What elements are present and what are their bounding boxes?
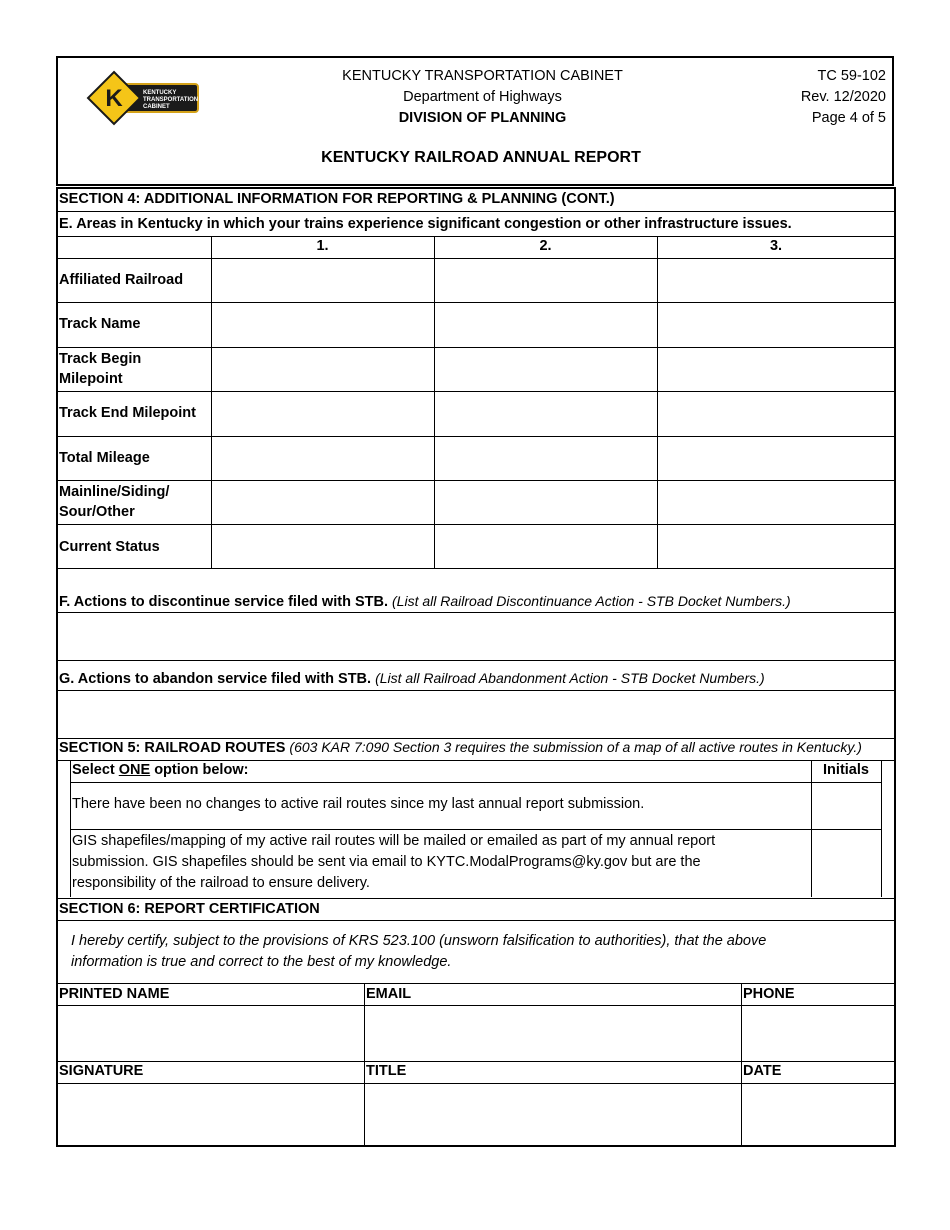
mainline-siding-col3[interactable] xyxy=(658,481,894,523)
signature-label: SIGNATURE xyxy=(59,1063,144,1079)
row-label-mainline-siding: Mainline/Siding/ Sour/Other xyxy=(59,484,170,520)
title-label: TITLE xyxy=(366,1063,407,1079)
route-option-2-text xyxy=(72,831,715,894)
email-field[interactable] xyxy=(365,1006,740,1060)
select-one-emphasis: ONE xyxy=(118,762,151,778)
page-number: Page 4 of 5 xyxy=(811,110,886,126)
divider xyxy=(57,1061,895,1062)
part-f-note: (List all Railroad Discontinuance Action - STB Docket Numbers.) xyxy=(392,593,791,609)
svg-text:K: K xyxy=(105,85,123,112)
phone-label: PHONE xyxy=(743,986,795,1002)
track-end-milepoint-col2[interactable] xyxy=(435,392,656,435)
route-option-2-initials[interactable] xyxy=(812,830,880,896)
section4-heading: SECTION 4: ADDITIONAL INFORMATION FOR REPORTING & PLANNING (CONT.) xyxy=(59,191,615,207)
divider xyxy=(57,568,895,569)
affiliated-railroad-col1[interactable] xyxy=(212,259,433,301)
date-label: DATE xyxy=(743,1063,782,1079)
kytc-logo xyxy=(86,70,200,126)
route-option-2-line-2: submission. GIS shapefiles should be sent via email to KYTC.ModalPrograms@ky.gov but are the xyxy=(72,854,701,870)
select-prefix: Select xyxy=(72,762,119,778)
printed-name-label: PRINTED NAME xyxy=(59,986,170,1002)
track-name-col3[interactable] xyxy=(658,303,894,346)
track-name-col1[interactable] xyxy=(212,303,433,346)
total-mileage-col1[interactable] xyxy=(212,437,433,479)
total-mileage-col2[interactable] xyxy=(435,437,656,479)
current-status-col2[interactable] xyxy=(435,525,656,567)
part-f-heading: F. Actions to discontinue service filed with STB. xyxy=(59,594,388,610)
section6-heading: SECTION 6: REPORT CERTIFICATION xyxy=(59,901,320,917)
row-label-track-end-milepoint: Track End Milepoint xyxy=(59,405,196,421)
kytc-logo-mark xyxy=(86,70,200,126)
part-e-heading: E. Areas in Kentucky in which your trains experience significant congestion or other infrastructure issues. xyxy=(59,216,792,232)
select-suffix: option below: xyxy=(150,762,249,778)
section5-heading-row xyxy=(59,739,862,756)
initials-header: Initials xyxy=(823,762,869,778)
affiliated-railroad-col3[interactable] xyxy=(658,259,894,301)
row-label-current-status: Current Status xyxy=(59,539,160,555)
row-label-track-name: Track Name xyxy=(59,316,141,332)
certification-statement xyxy=(71,931,766,973)
divider xyxy=(57,983,895,984)
select-one-label xyxy=(72,762,248,778)
route-option-2-line-1: GIS shapefiles/mapping of my active rail routes will be mailed or emailed as part of my annual report xyxy=(72,833,716,849)
grid-line xyxy=(881,760,882,897)
current-status-col3[interactable] xyxy=(658,525,894,567)
header-form-info xyxy=(801,66,886,129)
track-end-milepoint-col1[interactable] xyxy=(212,392,433,435)
part-g-note: (List all Railroad Abandonment Action - STB Docket Numbers.) xyxy=(375,670,765,686)
svg-text:CABINET: CABINET xyxy=(143,104,170,110)
part-f-input[interactable] xyxy=(58,613,894,659)
department-name: Department of Highways xyxy=(403,89,562,105)
agency-name: KENTUCKY TRANSPORTATION CABINET xyxy=(342,68,623,84)
form-revision: Rev. 12/2020 xyxy=(800,89,886,105)
row-label-affiliated-railroad: Affiliated Railroad xyxy=(59,272,184,288)
divider xyxy=(57,920,895,921)
part-g-heading-row xyxy=(59,670,765,687)
phone-field[interactable] xyxy=(742,1006,894,1060)
date-field[interactable] xyxy=(742,1084,894,1144)
section5-note: (603 KAR 7:090 Section 3 requires the submission of a map of all active routes in Kentucky.) xyxy=(289,739,862,755)
mainline-siding-col1[interactable] xyxy=(212,481,433,523)
header-agency-block xyxy=(250,66,715,129)
section5-heading: SECTION 5: RAILROAD ROUTES xyxy=(59,740,286,756)
divider xyxy=(57,660,895,661)
divider xyxy=(57,898,895,899)
part-g-input[interactable] xyxy=(58,691,894,736)
divider xyxy=(57,236,895,237)
signature-field[interactable] xyxy=(58,1084,363,1144)
affiliated-railroad-col2[interactable] xyxy=(435,259,656,301)
track-begin-milepoint-col3[interactable] xyxy=(658,348,894,390)
mainline-siding-col2[interactable] xyxy=(435,481,656,523)
row-label-track-begin-milepoint: Track Begin Milepoint xyxy=(59,351,142,387)
track-name-col2[interactable] xyxy=(435,303,656,346)
track-begin-milepoint-col2[interactable] xyxy=(435,348,656,390)
current-status-col1[interactable] xyxy=(212,525,433,567)
divider xyxy=(57,760,895,761)
email-label: EMAIL xyxy=(366,986,412,1002)
route-option-1-text: There have been no changes to active rail routes since my last annual report submission. xyxy=(72,796,645,812)
route-option-2-line-3: responsibility of the railroad to ensure delivery. xyxy=(72,875,370,891)
column-header-3: 3. xyxy=(769,238,783,254)
route-option-1-initials[interactable] xyxy=(812,783,880,828)
title-field[interactable] xyxy=(365,1084,740,1144)
division-name: DIVISION OF PLANNING xyxy=(398,110,567,126)
svg-text:TRANSPORTATION: TRANSPORTATION xyxy=(143,97,199,103)
form-number: TC 59-102 xyxy=(817,68,886,84)
part-g-heading: G. Actions to abandon service filed with STB. xyxy=(59,671,372,687)
total-mileage-col3[interactable] xyxy=(658,437,894,479)
certification-line-1: I hereby certify, subject to the provisions of KRS 523.100 (unsworn falsification to authorities), that the above xyxy=(71,933,767,949)
column-header-2: 2. xyxy=(539,238,552,254)
svg-text:KENTUCKY: KENTUCKY xyxy=(143,90,177,96)
printed-name-field[interactable] xyxy=(58,1006,363,1060)
row-label-total-mileage: Total Mileage xyxy=(59,450,150,466)
part-f-heading-row xyxy=(59,593,791,610)
report-title: KENTUCKY RAILROAD ANNUAL REPORT xyxy=(321,149,641,166)
divider xyxy=(70,829,881,830)
track-end-milepoint-col3[interactable] xyxy=(658,392,894,435)
column-header-1: 1. xyxy=(316,238,329,254)
divider xyxy=(57,211,895,212)
certification-line-2: information is true and correct to the best of my knowledge. xyxy=(71,954,452,970)
divider xyxy=(70,782,881,783)
track-begin-milepoint-col1[interactable] xyxy=(212,348,433,390)
